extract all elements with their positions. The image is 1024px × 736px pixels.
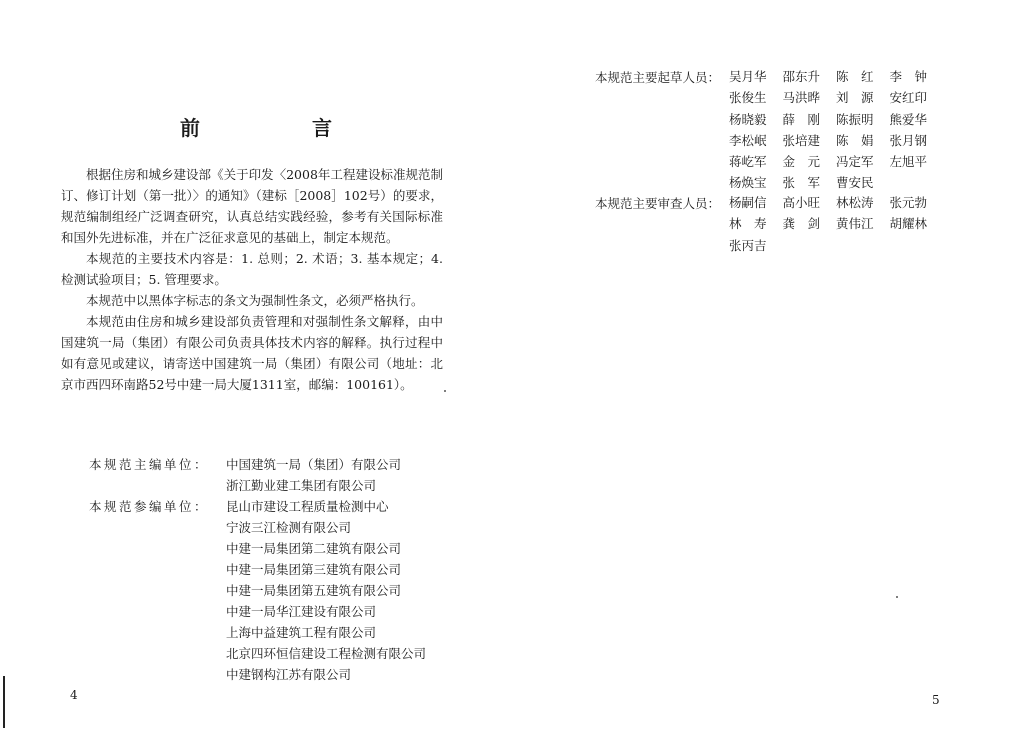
people-row (729, 109, 943, 130)
reviewers-grid (729, 192, 943, 256)
unit-item: 中建一局集团第三建筑有限公司 (226, 562, 402, 577)
person-name: 李松岷 (729, 132, 767, 148)
person-name: 杨嗣信 (729, 195, 767, 210)
unit-item: 中建钢构江苏有限公司 (226, 667, 352, 682)
reviewers-label: 本规范主要审查人员： (595, 196, 721, 211)
person-name: 陈 红 (836, 69, 874, 84)
person-name: 张丙吉 (729, 237, 767, 253)
person-name: 熊爱华 (889, 111, 928, 127)
unit-item: 宁波三江检测有限公司 (226, 520, 352, 535)
chief-editor-label: 本规范主编单位： (89, 457, 210, 472)
person-name: 薛 刚 (782, 111, 821, 127)
drafters-grid (729, 66, 943, 194)
unit-item: 中建一局集团第二建筑有限公司 (226, 541, 402, 556)
unit-item: 中建一局华江建设有限公司 (226, 604, 377, 619)
page-number-right: 5 (932, 693, 940, 707)
preface-paragraph: 根据住房和城乡建设部《关于印发〈2008年工程建设标准规范制订、修订计划（第一批）〉的通知》（建标［2008］102号）的要求，规范编制组经广泛调查研究，认真总结实践经验，参考有关国际标准和国外先进标准，并在广泛征求意见的基础上，制定本规范。 (61, 167, 443, 245)
participating-row (89, 496, 226, 517)
drafters-label: 本规范主要起草人员： (595, 70, 721, 85)
participating-units (226, 496, 426, 685)
unit-item: 北京四环恒信建设工程检测有限公司 (226, 646, 427, 661)
people-row (729, 151, 943, 172)
people-row (729, 130, 943, 151)
scan-speck (444, 390, 446, 392)
person-name: 黄伟江 (836, 216, 874, 232)
unit-item: 昆山市建设工程质量检测中心 (226, 499, 389, 514)
participating-label: 本规范参编单位： (89, 499, 210, 514)
person-name: 刘 源 (836, 90, 874, 106)
person-name: 左旭平 (889, 154, 928, 170)
scan-speck (896, 596, 898, 598)
person-name: 林松涛 (836, 195, 874, 210)
person-name: 张俊生 (729, 90, 767, 106)
people-row (729, 235, 943, 256)
people-row (729, 87, 943, 108)
page-title: 前 言 (180, 116, 378, 140)
person-name: 安红印 (889, 90, 928, 106)
person-name: 高小旺 (782, 195, 821, 210)
person-name: 胡耀林 (889, 216, 928, 232)
person-name: 冯定军 (836, 154, 874, 170)
person-name: 马洪晔 (782, 90, 821, 106)
person-name: 金 元 (782, 154, 821, 170)
unit-item: 上海中益建筑工程有限公司 (226, 625, 377, 640)
preface-body (61, 164, 443, 395)
person-name: 杨焕宝 (729, 175, 767, 191)
preface-paragraph: 本规范由住房和城乡建设部负责管理和对强制性条文解释，由中国建筑一局（集团）有限公司负责具体技术内容的解释。执行过程中如有意见或建议，请寄送中国建筑一局（集团）有限公司（地址：北京市西四环南路52号中建一局大厦1311室，邮编：100161）。 (61, 314, 443, 392)
unit-item: 浙江勤业建工集团有限公司 (226, 478, 377, 493)
page-number-left: 4 (70, 688, 78, 702)
person-name: 邵东升 (782, 69, 821, 84)
binding-edge-line (3, 676, 5, 728)
person-name: 吴月华 (729, 69, 767, 84)
person-name: 蒋屹军 (729, 154, 767, 170)
people-row (729, 66, 943, 87)
person-name: 张月钢 (889, 132, 928, 148)
chief-editor-row (89, 454, 226, 475)
person-name: 李 钟 (889, 69, 928, 84)
person-name: 张 军 (782, 175, 821, 191)
preface-paragraph: 本规范的主要技术内容是：1. 总则；2. 术语；3. 基本规定；4. 检测试验项目；5. 管理要求。 (61, 251, 443, 287)
person-name: 张培建 (782, 132, 821, 148)
chief-editor-units (226, 454, 401, 496)
person-name: 林 寿 (729, 216, 767, 232)
people-row (729, 172, 943, 193)
people-row (729, 192, 943, 213)
unit-item: 中国建筑一局（集团）有限公司 (226, 457, 402, 472)
person-name: 陈振明 (836, 111, 874, 127)
people-row (729, 213, 943, 234)
unit-item: 中建一局集团第五建筑有限公司 (226, 583, 402, 598)
person-name: 龚 剑 (782, 216, 821, 232)
person-name: 张元勃 (889, 195, 928, 210)
person-name: 陈 娟 (836, 132, 874, 148)
preface-paragraph: 本规范中以黑体字标志的条文为强制性条文，必须严格执行。 (86, 293, 424, 308)
person-name: 杨晓毅 (729, 111, 767, 127)
person-name: 曹安民 (836, 175, 874, 191)
